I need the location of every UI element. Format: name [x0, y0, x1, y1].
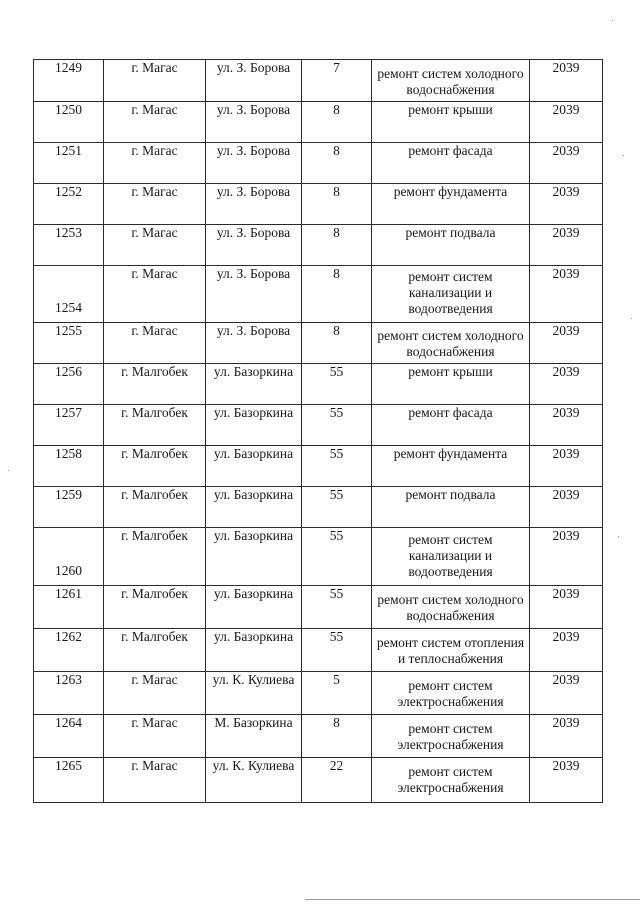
city-cell: г. Малгобек	[104, 528, 206, 586]
house-cell: 8	[302, 323, 372, 364]
row-number: 1262	[34, 629, 104, 672]
city-cell: г. Магас	[104, 715, 206, 758]
year-cell: 2039	[530, 405, 603, 446]
house-cell: 8	[302, 184, 372, 225]
row-number: 1260	[34, 528, 104, 586]
work-type-cell: ремонт подвала	[372, 487, 530, 528]
year-cell: 2039	[530, 446, 603, 487]
work-type-cell: ремонт фасада	[372, 405, 530, 446]
house-cell: 55	[302, 487, 372, 528]
table-row	[34, 672, 603, 715]
year-cell: 2039	[530, 266, 603, 323]
row-number: 1257	[34, 405, 104, 446]
table-row	[34, 184, 603, 225]
street-cell: М. Базоркина	[206, 715, 302, 758]
table-row	[34, 715, 603, 758]
house-cell: 8	[302, 102, 372, 143]
row-number: 1251	[34, 143, 104, 184]
row-number: 1250	[34, 102, 104, 143]
year-cell: 2039	[530, 528, 603, 586]
street-cell: ул. З. Борова	[206, 323, 302, 364]
year-cell: 2039	[530, 758, 603, 803]
work-type-cell: ремонт крыши	[372, 102, 530, 143]
year-cell: 2039	[530, 184, 603, 225]
year-cell: 2039	[530, 629, 603, 672]
year-cell: 2039	[530, 143, 603, 184]
table-row	[34, 364, 603, 405]
house-cell: 5	[302, 672, 372, 715]
city-cell: г. Малгобек	[104, 405, 206, 446]
row-number: 1249	[34, 60, 104, 102]
table-row	[34, 758, 603, 803]
work-type-cell: ремонт фундамента	[372, 446, 530, 487]
work-type-cell: ремонт систем канализации и водоотведения	[372, 528, 530, 586]
scan-speck	[612, 20, 613, 21]
work-type-cell: ремонт систем холодного водоснабжения	[372, 60, 530, 102]
work-type-cell: ремонт систем холодного водоснабжения	[372, 586, 530, 629]
year-cell: 2039	[530, 672, 603, 715]
house-cell: 8	[302, 266, 372, 323]
city-cell: г. Малгобек	[104, 629, 206, 672]
city-cell: г. Малгобек	[104, 586, 206, 629]
table-row	[34, 266, 603, 323]
row-number: 1256	[34, 364, 104, 405]
table-row	[34, 629, 603, 672]
table-row	[34, 446, 603, 487]
city-cell: г. Магас	[104, 102, 206, 143]
house-cell: 7	[302, 60, 372, 102]
city-cell: г. Малгобек	[104, 446, 206, 487]
house-cell: 55	[302, 446, 372, 487]
street-cell: ул. Базоркина	[206, 487, 302, 528]
street-cell: ул. З. Борова	[206, 225, 302, 266]
row-number: 1252	[34, 184, 104, 225]
scan-speck	[8, 470, 9, 471]
city-cell: г. Магас	[104, 184, 206, 225]
street-cell: ул. З. Борова	[206, 143, 302, 184]
city-cell: г. Магас	[104, 672, 206, 715]
scan-speck	[618, 536, 619, 537]
work-type-cell: ремонт систем электроснабжения	[372, 715, 530, 758]
street-cell: ул. Базоркина	[206, 528, 302, 586]
street-cell: ул. Базоркина	[206, 629, 302, 672]
street-cell: ул. Базоркина	[206, 586, 302, 629]
work-type-cell: ремонт систем канализации и водоотведения	[372, 266, 530, 323]
street-cell: ул. З. Борова	[206, 184, 302, 225]
row-number: 1263	[34, 672, 104, 715]
house-cell: 55	[302, 405, 372, 446]
house-cell: 55	[302, 586, 372, 629]
table-row	[34, 405, 603, 446]
city-cell: г. Магас	[104, 323, 206, 364]
year-cell: 2039	[530, 60, 603, 102]
table-row	[34, 528, 603, 586]
row-number: 1253	[34, 225, 104, 266]
year-cell: 2039	[530, 487, 603, 528]
street-cell: ул. З. Борова	[206, 102, 302, 143]
row-number: 1265	[34, 758, 104, 803]
table-row	[34, 225, 603, 266]
house-cell: 8	[302, 143, 372, 184]
city-cell: г. Малгобек	[104, 364, 206, 405]
table-body	[34, 60, 603, 803]
work-type-cell: ремонт систем холодного водоснабжения	[372, 323, 530, 364]
row-number: 1264	[34, 715, 104, 758]
year-cell: 2039	[530, 364, 603, 405]
work-type-cell: ремонт систем отопления и теплоснабжения	[372, 629, 530, 672]
table-row	[34, 60, 603, 102]
street-cell: ул. З. Борова	[206, 266, 302, 323]
street-cell: ул. Базоркина	[206, 446, 302, 487]
table-row	[34, 323, 603, 364]
city-cell: г. Магас	[104, 143, 206, 184]
page-bottom-rule	[305, 899, 640, 900]
city-cell: г. Магас	[104, 60, 206, 102]
row-number: 1258	[34, 446, 104, 487]
city-cell: г. Магас	[104, 758, 206, 803]
street-cell: ул. Базоркина	[206, 364, 302, 405]
city-cell: г. Магас	[104, 266, 206, 323]
house-cell: 8	[302, 225, 372, 266]
work-type-cell: ремонт систем электроснабжения	[372, 758, 530, 803]
house-cell: 55	[302, 528, 372, 586]
table-row	[34, 586, 603, 629]
year-cell: 2039	[530, 102, 603, 143]
work-type-cell: ремонт фундамента	[372, 184, 530, 225]
row-number: 1259	[34, 487, 104, 528]
city-cell: г. Малгобек	[104, 487, 206, 528]
work-type-cell: ремонт систем электроснабжения	[372, 672, 530, 715]
table-row	[34, 487, 603, 528]
year-cell: 2039	[530, 586, 603, 629]
work-type-cell: ремонт фасада	[372, 143, 530, 184]
row-number: 1255	[34, 323, 104, 364]
year-cell: 2039	[530, 225, 603, 266]
row-number: 1254	[34, 266, 104, 323]
year-cell: 2039	[530, 323, 603, 364]
street-cell: ул. Базоркина	[206, 405, 302, 446]
table-row	[34, 143, 603, 184]
house-cell: 22	[302, 758, 372, 803]
scan-speck	[631, 318, 632, 319]
house-cell: 55	[302, 364, 372, 405]
row-number: 1261	[34, 586, 104, 629]
house-cell: 8	[302, 715, 372, 758]
repair-schedule-table	[33, 59, 603, 803]
house-cell: 55	[302, 629, 372, 672]
work-type-cell: ремонт крыши	[372, 364, 530, 405]
year-cell: 2039	[530, 715, 603, 758]
city-cell: г. Магас	[104, 225, 206, 266]
street-cell: ул. З. Борова	[206, 60, 302, 102]
street-cell: ул. К. Кулиева	[206, 758, 302, 803]
table-row	[34, 102, 603, 143]
street-cell: ул. К. Кулиева	[206, 672, 302, 715]
work-type-cell: ремонт подвала	[372, 225, 530, 266]
scan-speck	[623, 155, 624, 156]
